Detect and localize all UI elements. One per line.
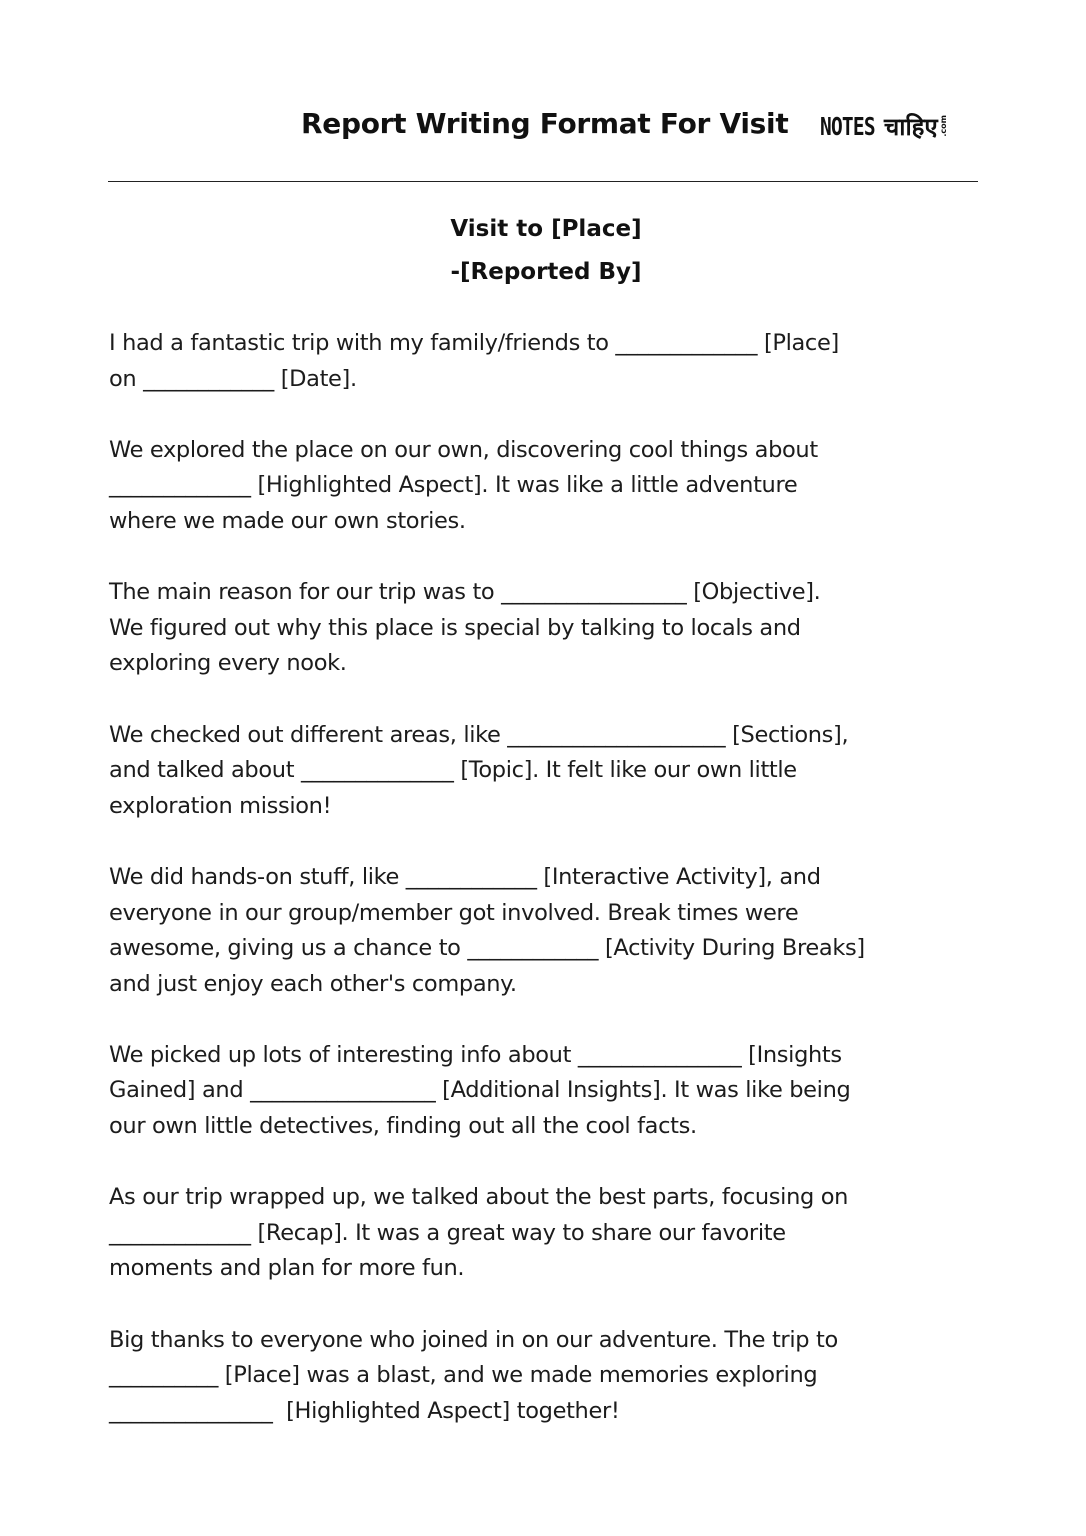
report-heading-reporter: -[Reported By] xyxy=(450,259,642,285)
paragraph-insights xyxy=(109,1038,999,1145)
paragraph-sections xyxy=(109,718,999,825)
paragraph-line: awesome, giving us a chance to ____________ [Activity During Breaks] xyxy=(109,935,865,962)
header-divider xyxy=(108,181,978,182)
paragraph-line: We figured out why this place is special by talking to locals and xyxy=(109,614,801,641)
paragraph-line: on ____________ [Date]. xyxy=(109,365,357,392)
paragraph-line: _____________ [Recap]. It was a great way to share our favorite xyxy=(109,1219,786,1246)
paragraph-line: The main reason for our trip was to _________________ [Objective]. xyxy=(109,579,821,606)
brand-logo xyxy=(820,109,948,143)
page-header xyxy=(0,103,1086,147)
paragraph-thanks xyxy=(109,1323,999,1430)
logo-hindi-text: चाहिए xyxy=(884,112,938,141)
paragraph-line: and talked about ______________ [Topic]. It felt like our own little xyxy=(109,757,797,784)
paragraph-line: _____________ [Highlighted Aspect]. It was like a little adventure xyxy=(109,472,798,499)
paragraph-line: As our trip wrapped up, we talked about the best parts, focusing on xyxy=(109,1184,849,1211)
report-heading-place: Visit to [Place] xyxy=(450,216,642,242)
paragraph-line: We checked out different areas, like ____________________ [Sections], xyxy=(109,721,849,748)
report-heading xyxy=(0,208,1086,294)
report-body xyxy=(109,326,999,1465)
paragraph-line: We did hands-on stuff, like ____________ [Interactive Activity], and xyxy=(109,863,821,890)
paragraph-line: I had a fantastic trip with my family/friends to _____________ [Place] xyxy=(109,330,839,356)
paragraph-intro xyxy=(109,326,999,397)
paragraph-line: We picked up lots of interesting info about _______________ [Insights xyxy=(109,1041,842,1068)
paragraph-line: exploring every nook. xyxy=(109,650,347,677)
paragraph-line: and just enjoy each other's company. xyxy=(109,970,517,997)
paragraph-activities xyxy=(109,860,999,1002)
paragraph-line: exploration mission! xyxy=(109,792,332,819)
paragraph-line: Big thanks to everyone who joined in on our adventure. The trip to xyxy=(109,1326,838,1353)
document-title: Report Writing Format For Visit xyxy=(301,107,789,140)
paragraph-line: __________ [Place] was a blast, and we made memories exploring xyxy=(109,1362,818,1389)
paragraph-line: Gained] and _________________ [Additional Insights]. It was like being xyxy=(109,1077,851,1104)
paragraph-recap xyxy=(109,1180,999,1287)
paragraph-line: moments and plan for more fun. xyxy=(109,1255,465,1282)
paragraph-line: We explored the place on our own, discovering cool things about xyxy=(109,436,818,463)
logo-notes-text: NOTES xyxy=(820,111,875,141)
paragraph-objective xyxy=(109,575,999,682)
paragraph-line: our own little detectives, finding out all the cool facts. xyxy=(109,1113,697,1140)
paragraph-line: _______________ [Highlighted Aspect] together! xyxy=(109,1397,620,1424)
paragraph-line: everyone in our group/member got involved. Break times were xyxy=(109,899,799,926)
paragraph-line: where we made our own stories. xyxy=(109,507,466,534)
paragraph-exploration xyxy=(109,433,999,540)
logo-com-text: .com xyxy=(938,115,948,137)
